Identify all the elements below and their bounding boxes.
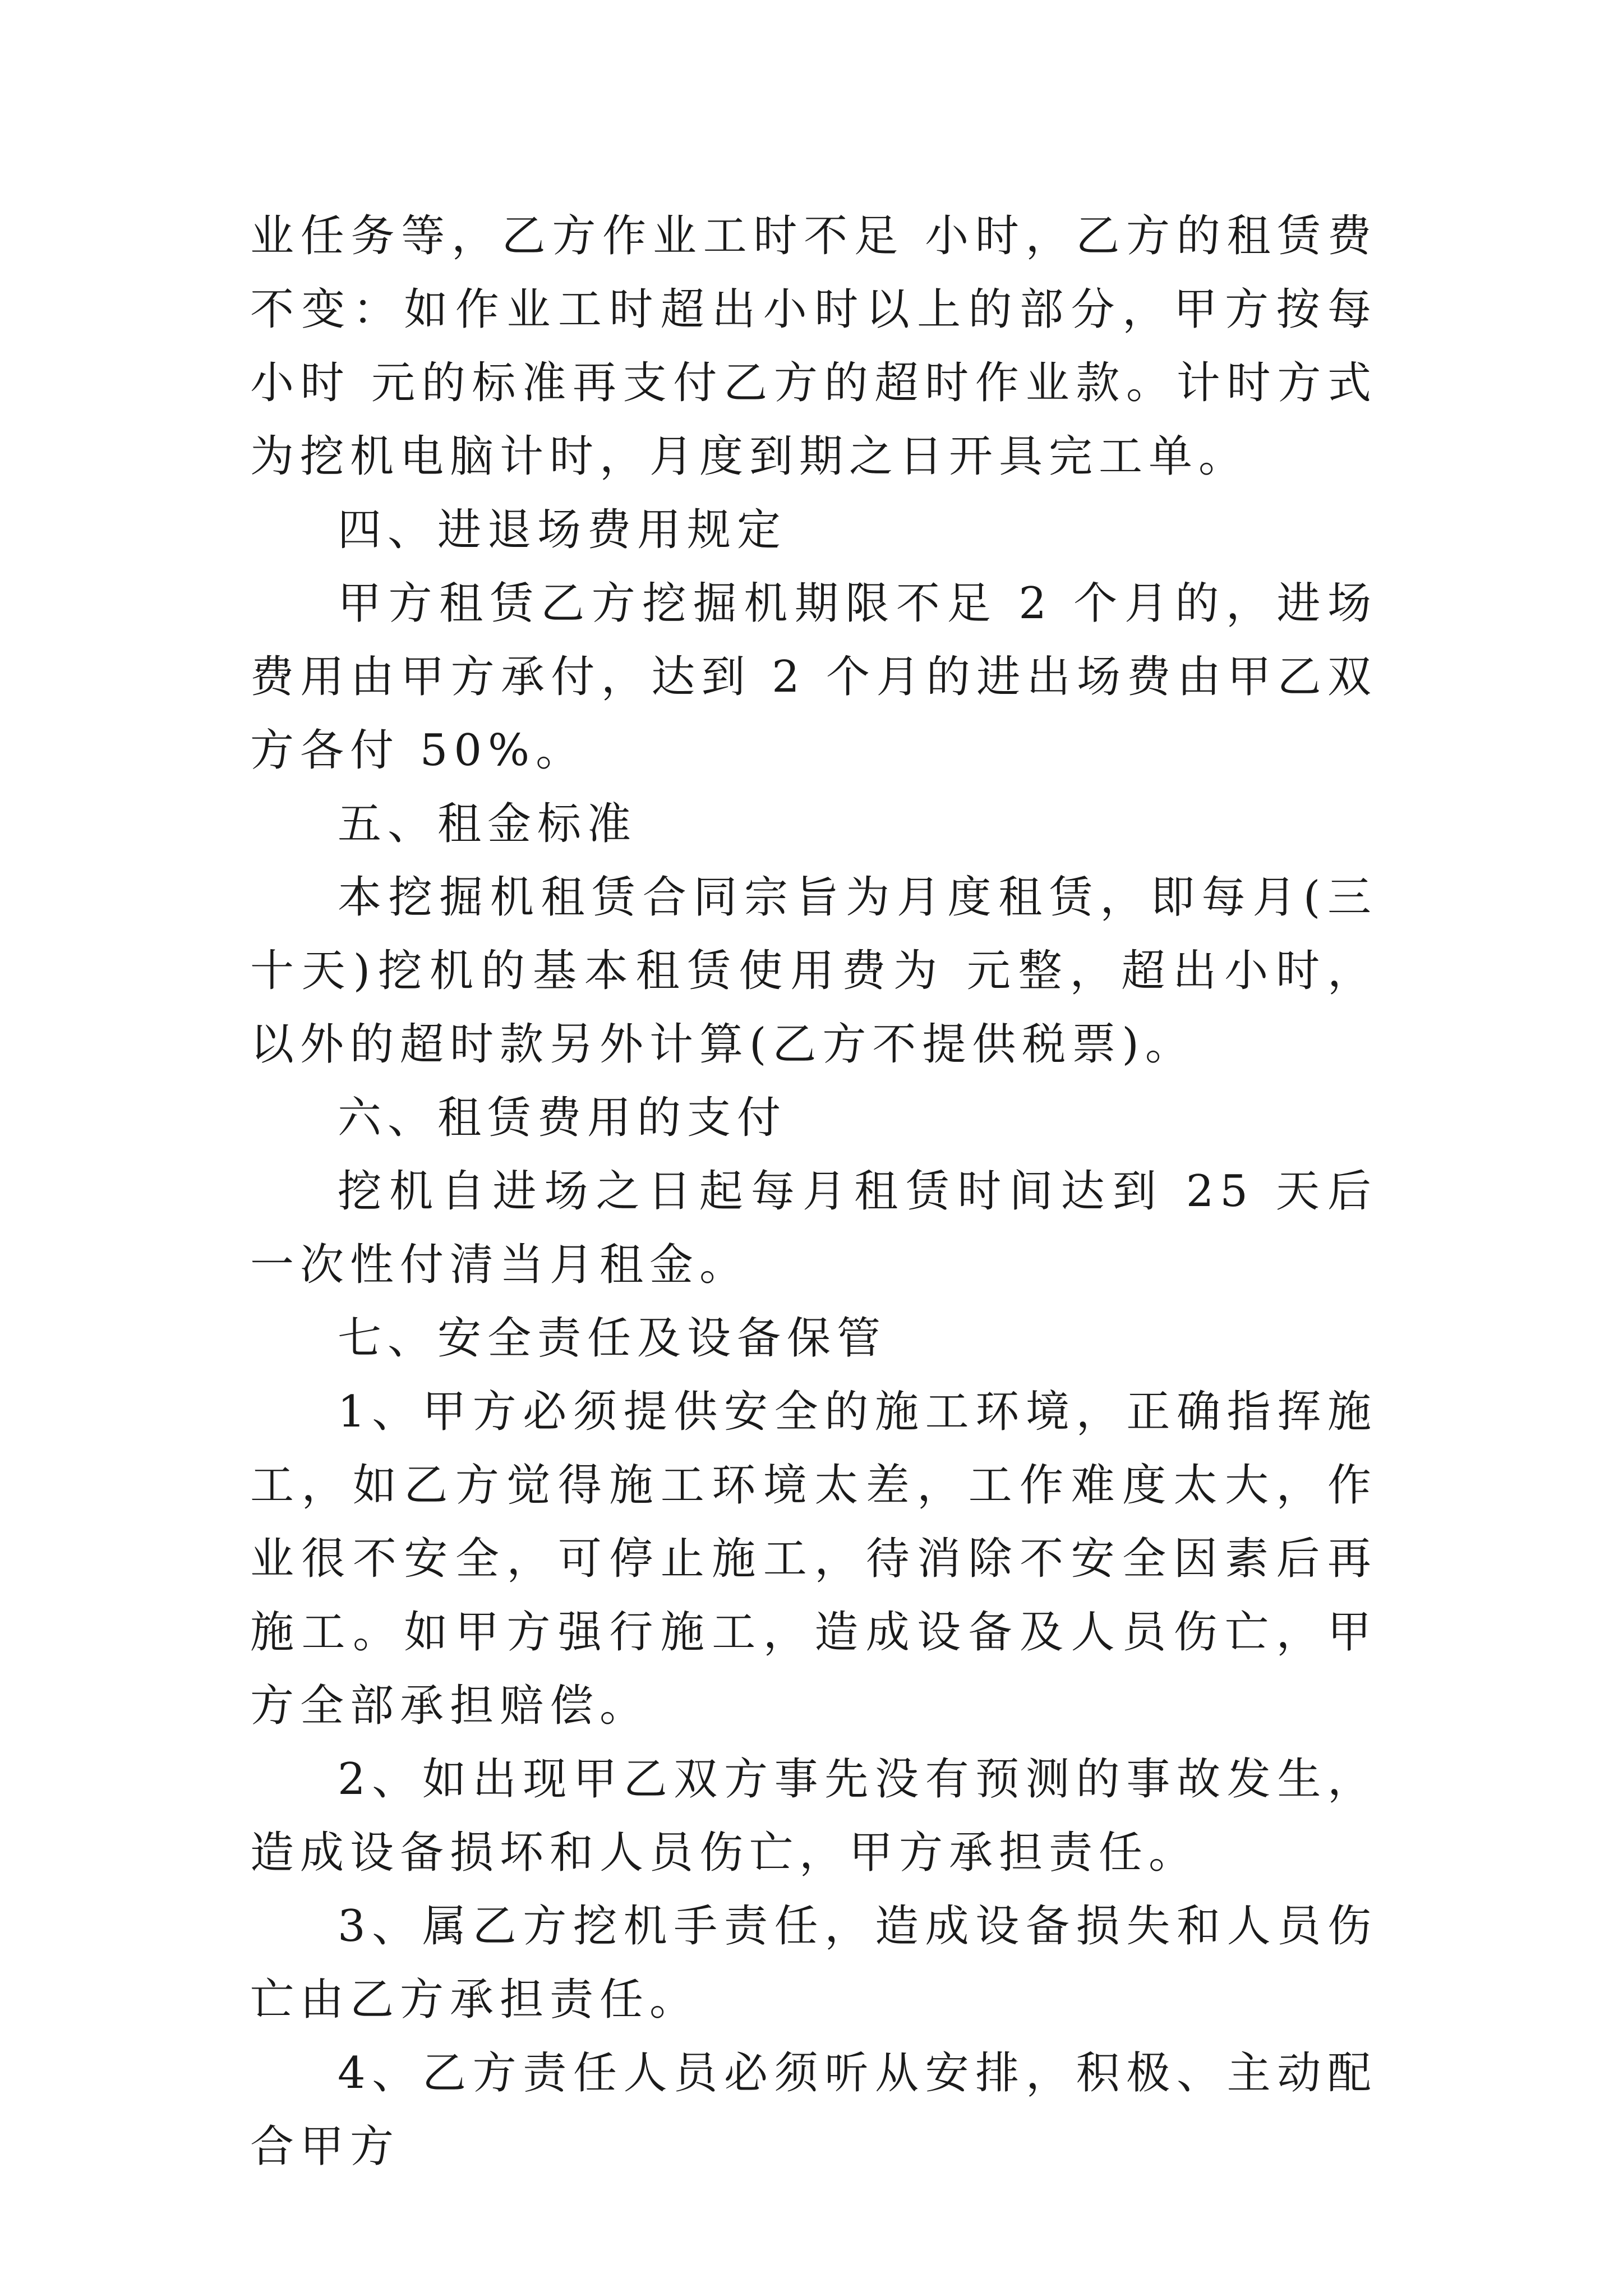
paragraph-safety-item-1: 1、甲方必须提供安全的施工环境，正确指挥施工，如乙方觉得施工环境太差，工作难度太大，作业很不安全，可停止施工，待消除不安全因素后再施工。如甲方强行施工，造成设备及人员伤亡，甲方全部承担赔偿。 [250,1387,1377,1731]
section-heading-rent-standard: 五、租金标准 [338,799,638,849]
section-heading-rent-payment: 六、租赁费用的支付 [338,1093,787,1143]
paragraph-safety-item-2: 2、如出现甲乙双方事先没有预测的事故发生，造成设备损坏和人员伤亡，甲方承担责任。 [250,1754,1377,1878]
paragraph-work-hours: 业任务等，乙方作业工时不足 小时，乙方的租赁费不变：如作业工时超出小时以上的部分，甲方按每小时 元的标准再支付乙方的超时作业款。计时方式为挖机电脑计时，月度到期之日开具完工单。 [250,211,1377,482]
paragraph-safety-item-4: 4、乙方责任人员必须听从安排，积极、主动配合甲方 [250,2048,1377,2172]
document-body [250,200,1377,2184]
paragraph-rent-standard: 本挖掘机租赁合同宗旨为月度租赁，即每月(三十天)挖机的基本租赁使用费为 元整，超出小时，以外的超时款另外计算(乙方不提供税票)。 [250,872,1377,1070]
paragraph-rent-payment: 挖机自进场之日起每月租赁时间达到 25 天后一次性付清当月租金。 [250,1166,1377,1290]
paragraph-safety-item-3: 3、属乙方挖机手责任，造成设备损失和人员伤亡由乙方承担责任。 [250,1901,1377,2025]
paragraph-entry-exit-fees: 甲方租赁乙方挖掘机期限不足 2 个月的，进场费用由甲方承付，达到 2 个月的进出场费由甲乙双方各付 50%。 [250,578,1377,776]
section-heading-safety-responsibility: 七、安全责任及设备保管 [338,1313,887,1364]
section-heading-entry-exit-fees: 四、进退场费用规定 [338,505,787,555]
